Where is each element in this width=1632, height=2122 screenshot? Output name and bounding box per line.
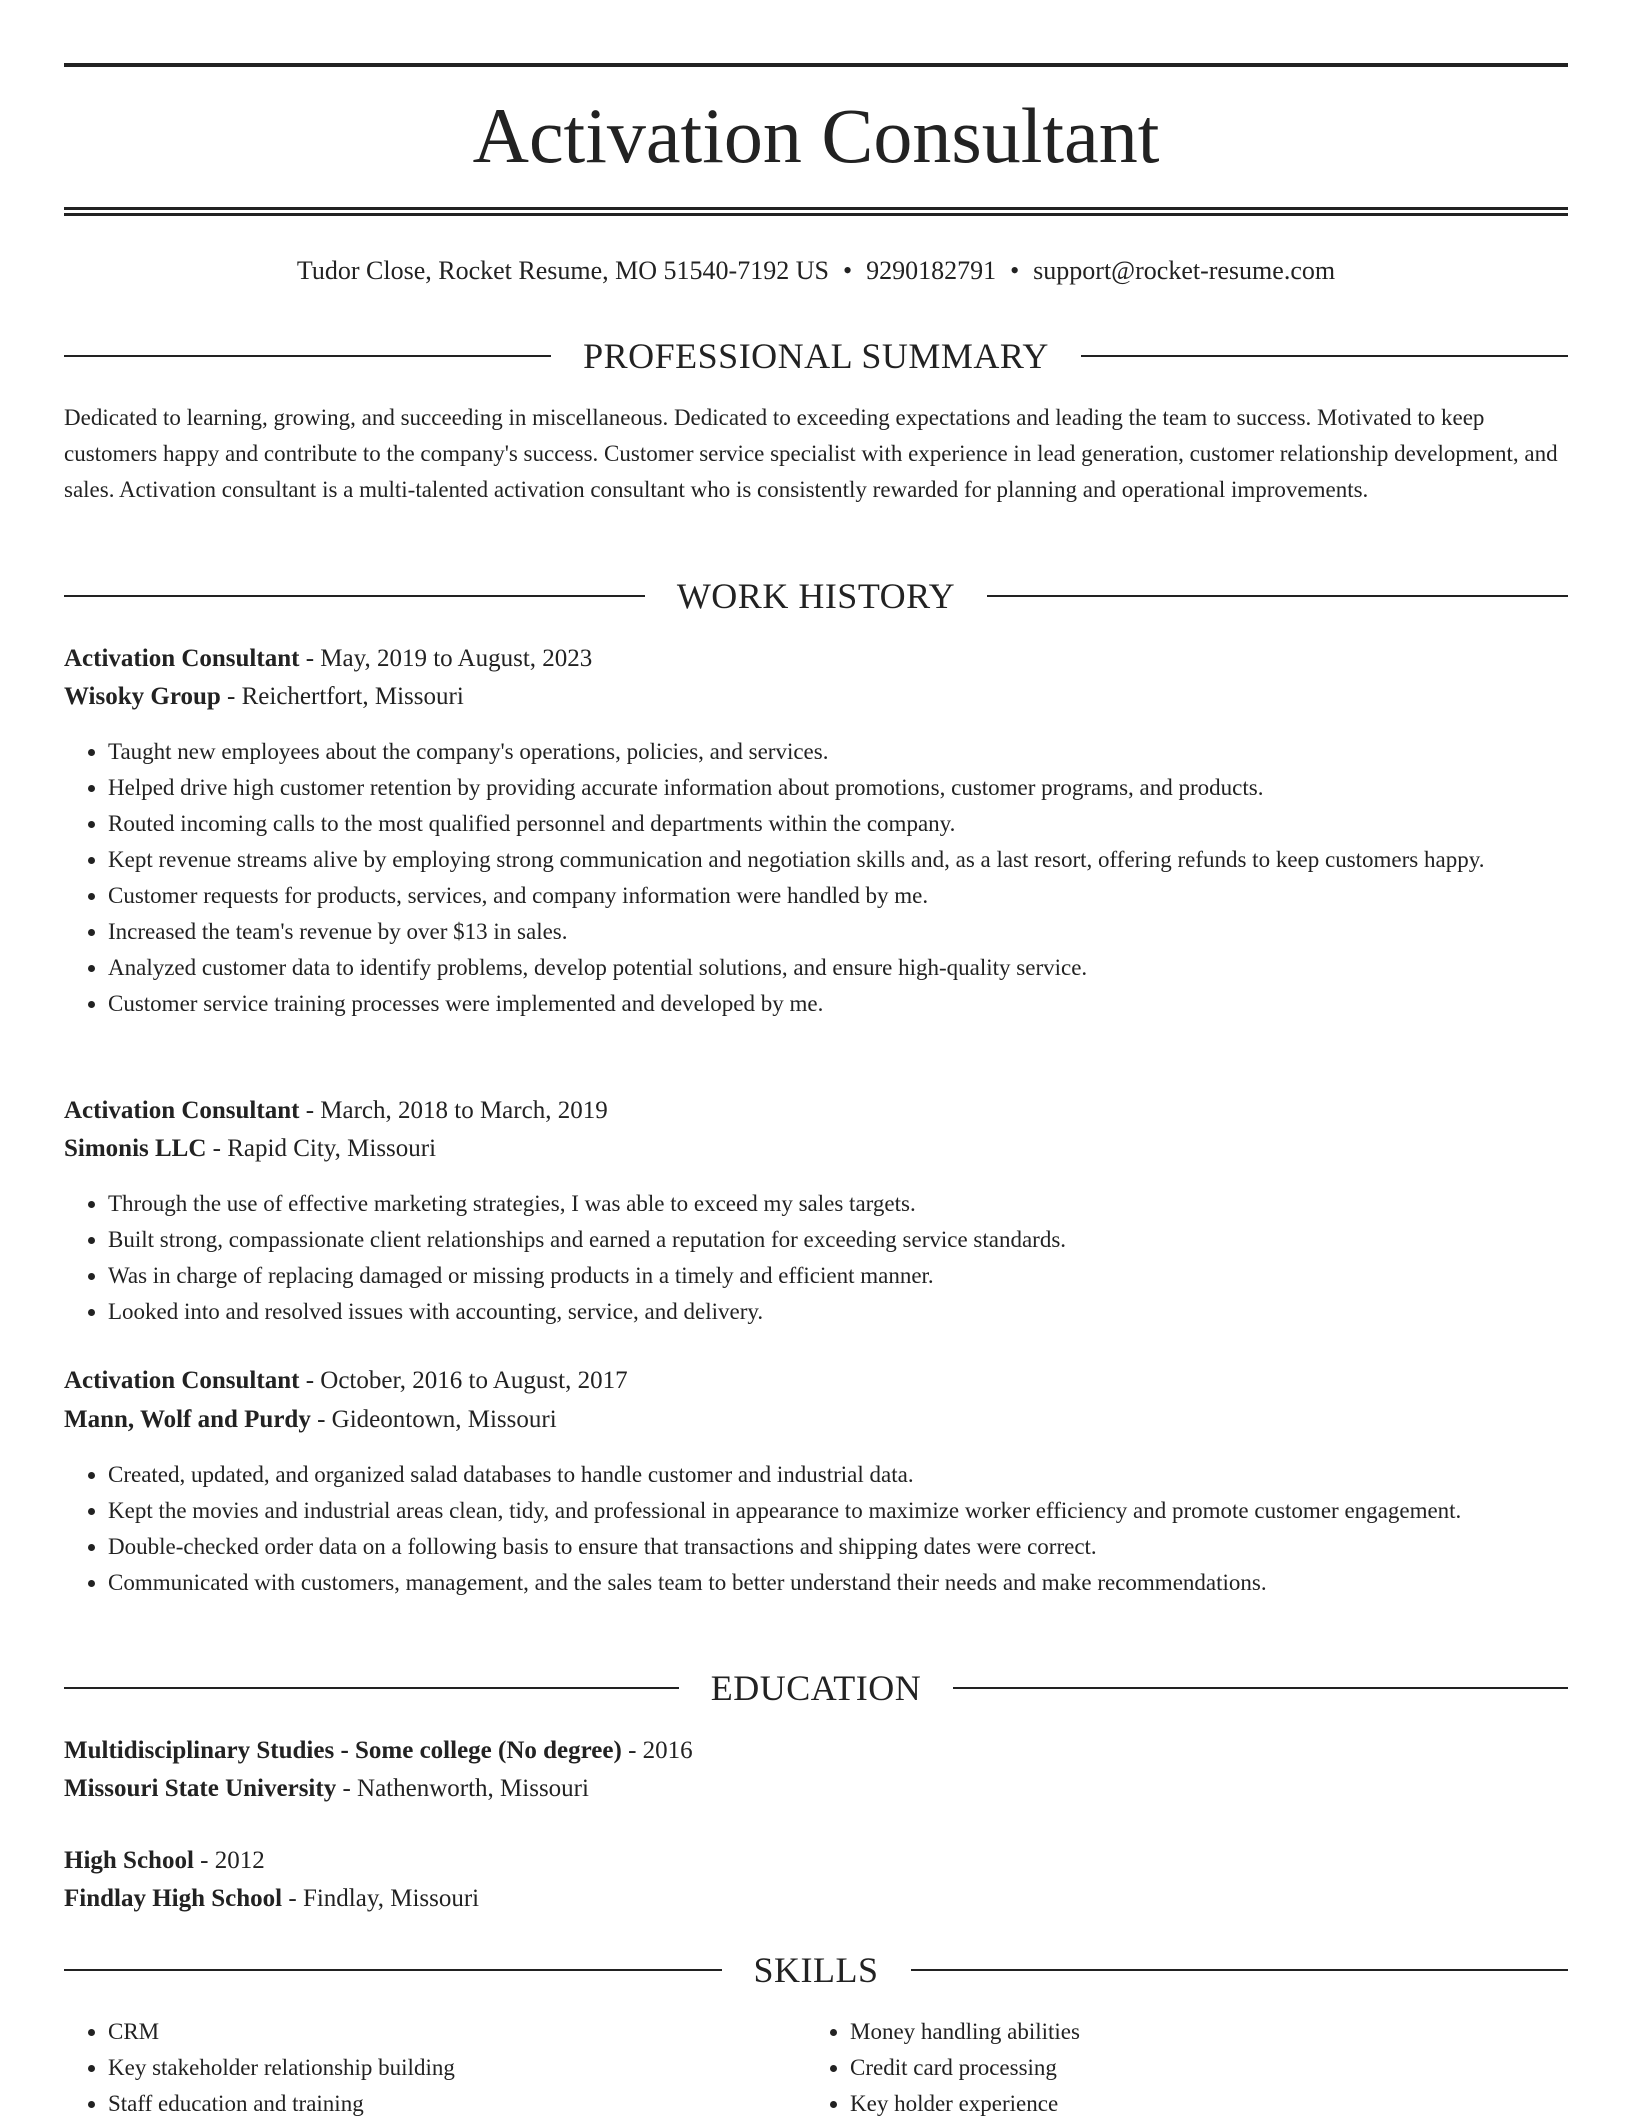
job-location: - Reichertfort, Missouri: [220, 683, 464, 710]
list-item: • Increased the team's revenue by over $13 in sales.: [108, 914, 1568, 950]
list-item: • Routed incoming calls to the most qualified personnel and departments within the company.: [108, 806, 1568, 842]
skills-list-right: [806, 2014, 1568, 2122]
divider: [64, 1969, 722, 1971]
header-top-rule: [64, 63, 1568, 67]
job-company-line: [64, 1130, 1568, 1168]
contact-separator: •: [1010, 256, 1020, 285]
summary-text: Dedicated to learning, growing, and succeeding in miscellaneous. Dedicated to exceeding expectations and leading the team to success. Motivated to keep customers happy and contribute to the company's success. Customer service specialist with experience in lead generation, customer relationship development, and sales. Activation consultant is a multi-talented activation consultant who is consistently rewarded for planning and operational improvements.: [64, 405, 1558, 502]
job-role: Activation Consultant: [64, 1097, 300, 1124]
job-role: Activation Consultant: [64, 645, 300, 672]
section-heading-label: EDUCATION: [710, 1668, 922, 1708]
job-dates: - October, 2016 to August, 2017: [299, 1367, 628, 1394]
contact-line: [64, 253, 1568, 289]
list-item: • Customer requests for products, services, and company information were handled by me.: [108, 878, 1568, 914]
header-double-rule: [64, 207, 1568, 216]
education-year: - 2012: [193, 1847, 265, 1874]
education-school: Findlay High School: [64, 1885, 283, 1912]
divider: [987, 595, 1568, 597]
job-title-line: [64, 640, 1568, 678]
education-school-line: [64, 1770, 1568, 1808]
job-bullets: [64, 734, 1568, 1022]
resume-title: Activation Consultant: [472, 92, 1160, 179]
skill-item: • Staff education and training: [108, 2086, 806, 2122]
education-degree-line: [64, 1732, 1568, 1770]
list-item: • Through the use of effective marketing strategies, I was able to exceed my sales targets.: [108, 1186, 1568, 1222]
section-heading-label: SKILLS: [753, 1950, 879, 1990]
contact-separator: •: [842, 256, 853, 285]
education-school: Missouri State University: [64, 1775, 337, 1802]
education-year: - 2016: [621, 1737, 693, 1764]
section-heading-label: WORK HISTORY: [676, 576, 956, 616]
contact-phone: 9290182791: [866, 256, 997, 285]
list-item: • Helped drive high customer retention by providing accurate information about promotions, customer programs, and products.: [108, 770, 1568, 806]
education-degree: High School: [64, 1847, 194, 1874]
divider: [64, 355, 551, 357]
skill-item: • Money handling abilities: [850, 2014, 1568, 2050]
list-item: • Communicated with customers, management, and the sales team to better understand their needs and make recommendations.: [108, 1565, 1568, 1601]
list-item: • Customer service training processes were implemented and developed by me.: [108, 986, 1568, 1022]
divider: [1081, 355, 1568, 357]
list-item: • Looked into and resolved issues with accounting, service, and delivery.: [108, 1294, 1568, 1330]
job-company: Simonis LLC: [64, 1135, 207, 1162]
job-bullets: [64, 1186, 1568, 1330]
job-dates: - May, 2019 to August, 2023: [299, 645, 593, 672]
job-dates: - March, 2018 to March, 2019: [299, 1097, 608, 1124]
job-company-line: [64, 1401, 1568, 1439]
education-school-line: [64, 1880, 1568, 1918]
contact-email[interactable]: support@rocket-resume.com: [1033, 256, 1336, 285]
list-item: • Was in charge of replacing damaged or missing products in a timely and efficient manner.: [108, 1258, 1568, 1294]
list-item: • Double-checked order data on a following basis to ensure that transactions and shipping dates were correct.: [108, 1529, 1568, 1565]
education-degree: Multidisciplinary Studies - Some college (No degree): [64, 1737, 622, 1764]
job-location: - Rapid City, Missouri: [206, 1135, 437, 1162]
section-heading-label: PROFESSIONAL SUMMARY: [583, 336, 1049, 376]
education-location: - Findlay, Missouri: [282, 1885, 480, 1912]
education-degree-line: [64, 1842, 1568, 1880]
job-location: - Gideontown, Missouri: [310, 1406, 557, 1433]
skill-item: • Key stakeholder relationship building: [108, 2050, 806, 2086]
job-title-line: [64, 1092, 1568, 1130]
list-item: • Built strong, compassionate client relationships and earned a reputation for exceeding service standards.: [108, 1222, 1568, 1258]
skills-list-left: [64, 2014, 806, 2122]
section-heading-education: [64, 1666, 1568, 1710]
list-item: • Kept revenue streams alive by employing strong communication and negotiation skills and, as a last resort, offering refunds to keep customers happy.: [108, 842, 1568, 878]
section-heading-summary: [64, 334, 1568, 378]
contact-address: Tudor Close, Rocket Resume, MO 51540-7192 US: [296, 256, 829, 285]
list-item: • Created, updated, and organized salad databases to handle customer and industrial data.: [108, 1457, 1568, 1493]
job-company-line: [64, 678, 1568, 716]
skill-item: • Key holder experience: [850, 2086, 1568, 2122]
skill-item: • Credit card processing: [850, 2050, 1568, 2086]
divider: [64, 1687, 679, 1689]
job-role: Activation Consultant: [64, 1367, 300, 1394]
job-company: Mann, Wolf and Purdy: [64, 1406, 311, 1433]
divider: [64, 595, 645, 597]
list-item: • Analyzed customer data to identify problems, develop potential solutions, and ensure high-quality service.: [108, 950, 1568, 986]
job-bullets: [64, 1457, 1568, 1601]
list-item: • Taught new employees about the company's operations, policies, and services.: [108, 734, 1568, 770]
skill-item: • CRM: [108, 2014, 806, 2050]
divider: [953, 1687, 1568, 1689]
list-item: • Kept the movies and industrial areas clean, tidy, and professional in appearance to maximize worker efficiency and promote customer engagement.: [108, 1493, 1568, 1529]
job-title-line: [64, 1362, 1568, 1400]
section-heading-work-history: [64, 574, 1568, 618]
job-company: Wisoky Group: [64, 683, 221, 710]
education-location: - Nathenworth, Missouri: [336, 1775, 589, 1802]
divider: [911, 1969, 1569, 1971]
section-heading-skills: [64, 1948, 1568, 1992]
